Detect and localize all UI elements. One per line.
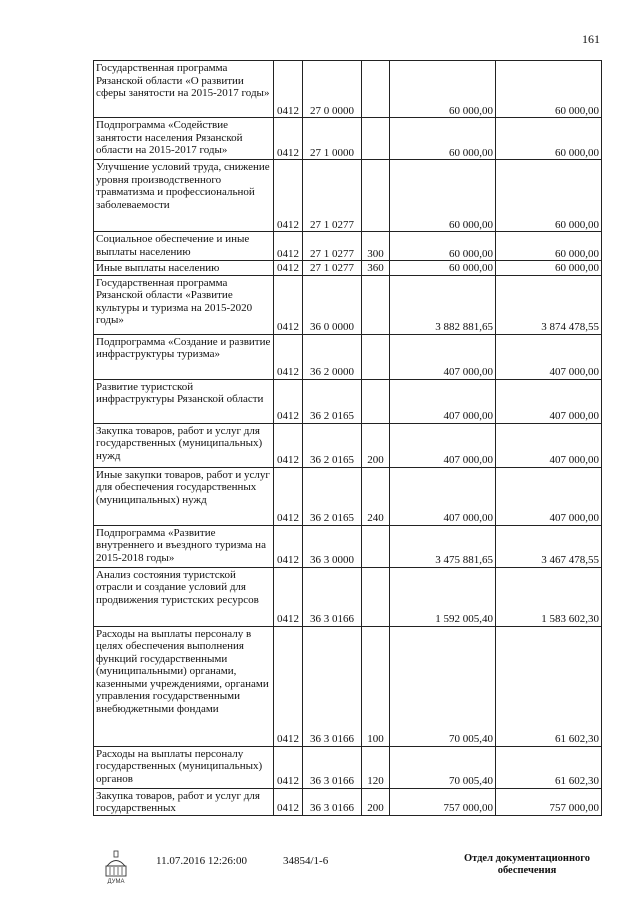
row-sum-2: 407 000,00 — [496, 467, 602, 525]
table-row — [94, 261, 602, 276]
row-sum-2: 60 000,00 — [496, 61, 602, 118]
row-type: 240 — [362, 467, 390, 525]
footer — [0, 850, 640, 890]
row-type — [362, 334, 390, 379]
row-article: 27 1 0277 — [303, 160, 362, 232]
row-article: 27 1 0277 — [303, 261, 362, 276]
table-row — [94, 160, 602, 232]
row-section: 0412 — [274, 525, 303, 567]
table-row — [94, 379, 602, 423]
table-row — [94, 525, 602, 567]
row-name: Закупка товаров, работ и услуг для государственных — [94, 788, 274, 815]
row-type — [362, 379, 390, 423]
row-name: Государственная программа Рязанской области «Развитие культуры и туризма на 2015-2020 годы» — [94, 275, 274, 334]
row-sum-1: 1 592 005,40 — [390, 567, 496, 626]
row-name: Расходы на выплаты персоналу государственных (муниципальных) органов — [94, 746, 274, 788]
row-sum-2: 60 000,00 — [496, 118, 602, 160]
row-sum-1: 60 000,00 — [390, 261, 496, 276]
row-name: Подпрограмма «Создание и развитие инфраструктуры туризма» — [94, 334, 274, 379]
logo-text: ДУМА — [107, 879, 125, 884]
row-type — [362, 160, 390, 232]
row-type: 360 — [362, 261, 390, 276]
row-type — [362, 525, 390, 567]
row-sum-1: 60 000,00 — [390, 232, 496, 261]
table-row — [94, 423, 602, 467]
row-type — [362, 275, 390, 334]
table-row — [94, 232, 602, 261]
footer-department: Отдел документационного обеспечения — [463, 853, 591, 876]
row-sum-1: 70 005,40 — [390, 626, 496, 746]
table-row — [94, 626, 602, 746]
row-sum-1: 407 000,00 — [390, 467, 496, 525]
row-sum-1: 407 000,00 — [390, 379, 496, 423]
row-sum-2: 60 000,00 — [496, 232, 602, 261]
row-sum-2: 407 000,00 — [496, 423, 602, 467]
row-article: 36 3 0166 — [303, 746, 362, 788]
row-name: Подпрограмма «Содействие занятости населения Рязанской области на 2015-2017 годы» — [94, 118, 274, 160]
row-sum-1: 70 005,40 — [390, 746, 496, 788]
row-name: Подпрограмма «Развитие внутреннего и въездного туризма на 2015-2018 годы» — [94, 525, 274, 567]
row-article: 36 3 0166 — [303, 626, 362, 746]
row-article: 36 3 0166 — [303, 788, 362, 815]
row-name: Иные закупки товаров, работ и услуг для обеспечения государственных (муниципальных) нужд — [94, 467, 274, 525]
row-sum-2: 757 000,00 — [496, 788, 602, 815]
row-section: 0412 — [274, 232, 303, 261]
row-sum-2: 407 000,00 — [496, 379, 602, 423]
row-article: 36 3 0000 — [303, 525, 362, 567]
row-article: 36 2 0165 — [303, 379, 362, 423]
table-row — [94, 275, 602, 334]
row-type: 100 — [362, 626, 390, 746]
row-section: 0412 — [274, 261, 303, 276]
row-type: 300 — [362, 232, 390, 261]
row-sum-1: 407 000,00 — [390, 423, 496, 467]
row-name: Улучшение условий труда, снижение уровня производственного травматизма и профессиональной заболеваемости — [94, 160, 274, 232]
row-article: 36 2 0165 — [303, 423, 362, 467]
row-section: 0412 — [274, 746, 303, 788]
row-sum-2: 60 000,00 — [496, 261, 602, 276]
row-article: 36 3 0166 — [303, 567, 362, 626]
row-section: 0412 — [274, 334, 303, 379]
row-sum-2: 3 874 478,55 — [496, 275, 602, 334]
row-name: Иные выплаты населению — [94, 261, 274, 276]
table-row — [94, 788, 602, 815]
row-type — [362, 118, 390, 160]
row-section: 0412 — [274, 118, 303, 160]
row-type — [362, 567, 390, 626]
row-sum-1: 60 000,00 — [390, 61, 496, 118]
row-section: 0412 — [274, 160, 303, 232]
footer-doc-number: 34854/1-6 — [283, 855, 329, 867]
row-sum-1: 60 000,00 — [390, 118, 496, 160]
row-type — [362, 61, 390, 118]
row-section: 0412 — [274, 379, 303, 423]
row-name: Развитие туристской инфраструктуры Рязанской области — [94, 379, 274, 423]
table-row — [94, 334, 602, 379]
row-name: Расходы на выплаты персоналу в целях обеспечения выполнения функций государственными (муниципальными) органами, казенными учреждениями, органами управления государственными внебюджетными фондами — [94, 626, 274, 746]
row-type: 200 — [362, 788, 390, 815]
row-article: 36 2 0165 — [303, 467, 362, 525]
row-type: 120 — [362, 746, 390, 788]
table-row — [94, 467, 602, 525]
row-section: 0412 — [274, 61, 303, 118]
duma-logo-icon — [103, 850, 129, 884]
row-sum-1: 60 000,00 — [390, 160, 496, 232]
row-section: 0412 — [274, 467, 303, 525]
row-section: 0412 — [274, 567, 303, 626]
row-sum-1: 3 475 881,65 — [390, 525, 496, 567]
row-sum-2: 61 602,30 — [496, 746, 602, 788]
row-article: 36 2 0000 — [303, 334, 362, 379]
row-name: Закупка товаров, работ и услуг для государственных (муниципальных) нужд — [94, 423, 274, 467]
row-name: Социальное обеспечение и иные выплаты населению — [94, 232, 274, 261]
row-article: 27 1 0000 — [303, 118, 362, 160]
row-sum-2: 61 602,30 — [496, 626, 602, 746]
row-sum-2: 60 000,00 — [496, 160, 602, 232]
row-article: 36 0 0000 — [303, 275, 362, 334]
row-article: 27 0 0000 — [303, 61, 362, 118]
row-section: 0412 — [274, 423, 303, 467]
row-sum-1: 3 882 881,65 — [390, 275, 496, 334]
table-row — [94, 118, 602, 160]
row-sum-2: 407 000,00 — [496, 334, 602, 379]
row-section: 0412 — [274, 275, 303, 334]
table-row — [94, 746, 602, 788]
row-section: 0412 — [274, 626, 303, 746]
page-number: 161 — [582, 32, 600, 46]
row-type: 200 — [362, 423, 390, 467]
row-sum-1: 407 000,00 — [390, 334, 496, 379]
budget-table — [93, 60, 602, 816]
row-article: 27 1 0277 — [303, 232, 362, 261]
row-name: Государственная программа Рязанской области «О развитии сферы занятости на 2015-2017 годы» — [94, 61, 274, 118]
budget-table-body — [94, 61, 602, 816]
row-name: Анализ состояния туристской отрасли и создание условий для продвижения туристских ресурсов — [94, 567, 274, 626]
footer-datetime: 11.07.2016 12:26:00 — [156, 855, 247, 867]
row-sum-1: 757 000,00 — [390, 788, 496, 815]
table-row — [94, 61, 602, 118]
row-sum-2: 1 583 602,30 — [496, 567, 602, 626]
table-row — [94, 567, 602, 626]
row-sum-2: 3 467 478,55 — [496, 525, 602, 567]
row-section: 0412 — [274, 788, 303, 815]
